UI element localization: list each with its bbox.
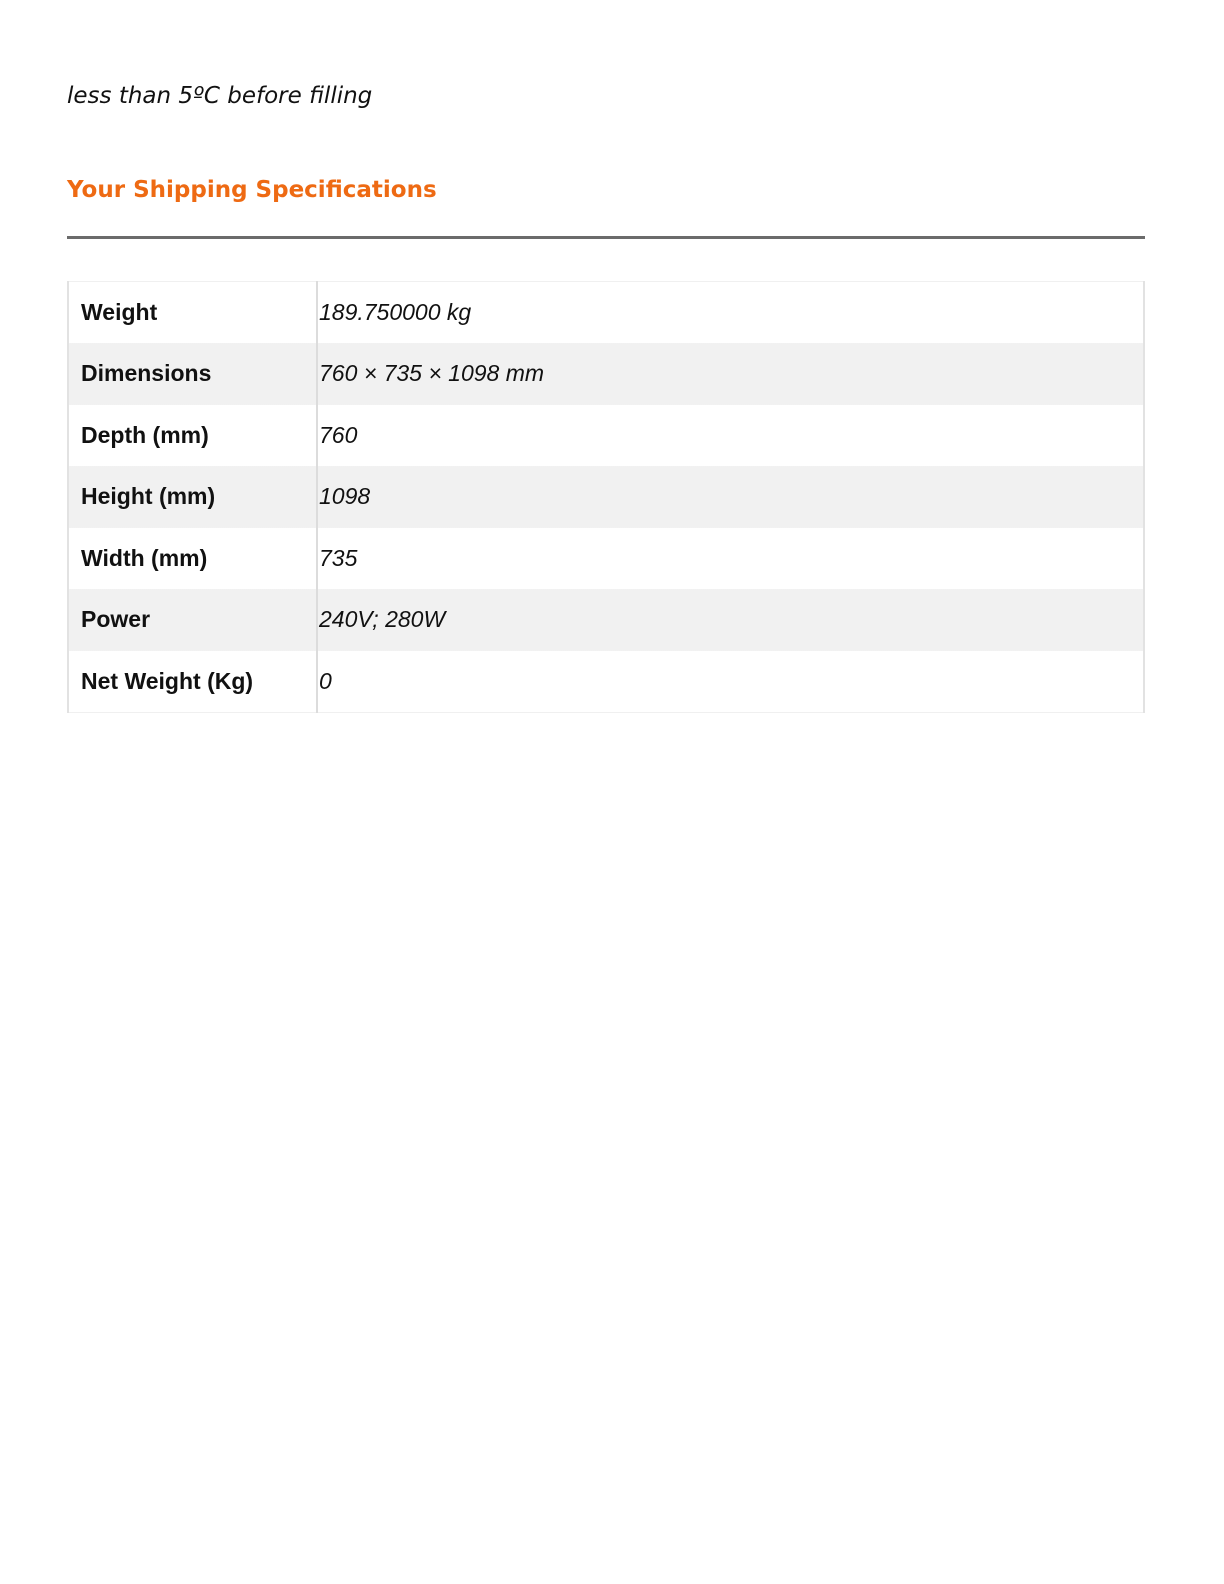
spec-label: Power <box>68 589 317 651</box>
spec-label: Dimensions <box>68 343 317 405</box>
table-row <box>68 651 1144 713</box>
spec-value: 0 <box>317 651 1144 713</box>
table-row <box>68 343 1144 405</box>
spec-label: Depth (mm) <box>68 405 317 467</box>
spec-value: 760 <box>317 405 1144 467</box>
intro-text: less than 5ºC before filling <box>67 83 373 109</box>
spec-value: 760 × 735 × 1098 mm <box>317 343 1144 405</box>
spec-label: Net Weight (Kg) <box>68 651 317 713</box>
spec-value: 240V; 280W <box>317 589 1144 651</box>
shipping-spec-table <box>67 281 1145 713</box>
table-row <box>68 282 1144 344</box>
section-divider <box>67 236 1145 239</box>
table-row <box>68 466 1144 528</box>
spec-value: 735 <box>317 528 1144 590</box>
spec-value: 1098 <box>317 466 1144 528</box>
table-row <box>68 405 1144 467</box>
spec-value: 189.750000 kg <box>317 282 1144 344</box>
table-row <box>68 589 1144 651</box>
spec-label: Height (mm) <box>68 466 317 528</box>
table-row <box>68 528 1144 590</box>
section-title: Your Shipping Specifications <box>67 177 437 203</box>
spec-label: Width (mm) <box>68 528 317 590</box>
spec-label: Weight <box>68 282 317 344</box>
